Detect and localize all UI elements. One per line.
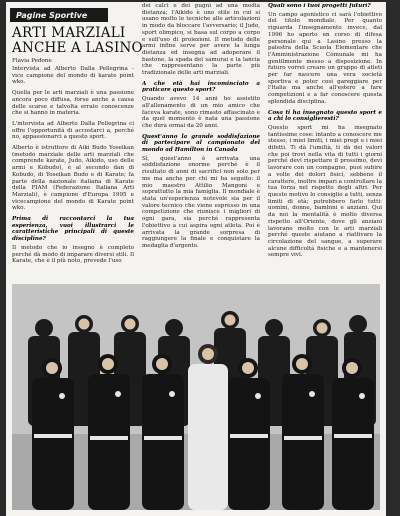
paragraph: Quella per le arti marziali è una passione ancora poco diffusa, forse anche a causa delle scarse e talvolta errate conoscenze che si hanno in materia. [12, 90, 134, 117]
article-author: Flavia Pedone [12, 58, 52, 64]
interview-question: Quest'anno la grande soddisfazione di partecipare al campionato del mondo ad Hamilton in Canada [142, 133, 260, 154]
magazine-page [6, 2, 386, 516]
section-header: Pagine Sportive [10, 8, 108, 22]
interview-answer: Sì, quest'anno è arrivata una soddisfazione enorme perché è il risultato di anni di sacrifici non solo per me ma anche per chi mi ha seguito: il mio maestro Attilio Mangoni e soprattutto la mia famiglia. Il mondiale è stata un'esperienza notevole sia per il valore tecnico che viene espresso in una competizione che riunisce i migliori di ogni gara, sia perché rappresenta l'obiettivo a cui aspira ogni atleta. Poi è arrivata la grande sorpresa di raggiungere la finale e conquistare la medaglia d'argento. [142, 155, 260, 249]
article-title [12, 25, 143, 56]
intro-paragraph: Intervista ad Alberto Dalla Pellegrina - vice campione del mondo di karate point wko. [12, 66, 134, 86]
text-column-3 [268, 3, 382, 303]
paragraph: L'intervista ad Alberto Dalla Pellegrina ci offre l'opportunità di accostarci a, perché no, appassionarci a questo sport. [12, 120, 134, 141]
text-column-2 [142, 3, 260, 303]
interview-question: Cosa ti ha insegnato questo sport e a chi lo consiglieresti? [268, 109, 382, 123]
interview-question: Prima di raccontarci la tua esperienza, vuoi illustrarci le caratteristiche principali di queste discipline? [12, 216, 134, 243]
paragraph: dei calci e dei pugni ad una media distanza; l'Aikido è uno stile in cui si usano molto le tecniche alle articolazioni in modo da bloccare l'avversario; il Judo, sport olimpico, si basa sul corpo a corpo e sull'uso di proiezioni. Il metodo delle armi infine serve per avere la lunga distanza ed insegna ad adoperare il bastone, la spada del samurai e la lancia che rappresentano la parte più tradizionale delle arti marziali. [142, 3, 260, 77]
interview-answer: Un campo agonistico ci sarà l'obiettivo del titolo mondiale. Per quanto riguarda l'insegnamento invece, dal 1996 ho aperto un corso di difesa personale qui a Lasino presso la palestra della Scuola Elementare che l'Amministrazione Comunale mi ha gentilmente messo a disposizione. In futuro vorrei creare un gruppo di atleti per far nascere una vera società sportiva e poter così gareggiare per l'Italia ma anche all'estero a fare competizioni e a far conoscere questa splendida disciplina. [268, 11, 382, 105]
title-line-1: ARTI MARZIALI [12, 25, 126, 41]
group-photo-illustration [12, 284, 380, 510]
title-line-2: ANCHE A LASINO [12, 40, 143, 56]
interview-question: A che età hai incominciato a praticare questo sport? [142, 80, 260, 94]
paragraph: Alberto è istruttore di Aiki Budo Yoseikan (metodo marziale delle arti marziali che comprende karate, Judo, Aikido, uso delle armi e Kobudo), è al secondo dan di Kobudo, di Yoseikan Budo e di Karate; fa parte della nazionale italiana di Karate della FIAM (Federazione Italiana Arti Marziali), è campione d'Europa 1995 e vicecampione del mondo di Karate point wko. [12, 145, 134, 212]
interview-answer: Quando avevo 14 anni ho assistito all'allenamento di un mio amico che faceva karate, sono rimasto affascinato e da quel momento è nata una passione che dura ormai da 20 anni. [142, 96, 260, 129]
interview-answer: Il metodo che io insegno è completo perché dà modo di imparare diversi stili. Il Karate, che è il più noto, prevede l'uso [12, 244, 134, 265]
text-column-1 [12, 66, 134, 277]
interview-question: Quali sono i tuoi progetti futuri? [268, 3, 371, 9]
interview-answer: Questo sport mi ha insegnato tantissime cose: intanto a conoscere me stesso, i miei limiti, i miei pregi e i miei difetti. Ti dà l'umiltà, ti dà dei valori che poi trovi nella vita di tutti i giorni perché devi rispettare il prossimo, devi lavorare con un compagno, puoi subire a volte dei dolori fisici, sebbene il carattere, inoltre impari a controllare la tua forza nel rispetto degli altri. Per questo motivo lo consiglio a tutti, senza limiti di età; potrebbero farlo tutti: uomini, donne, bambini e anziani. Qui da noi la mentalità è molto diversa rispetto all'Oriente, dove gli anziani lavorano molto con le arti marziali perché queste aiutano a riattivare la circolazione del sangue, a superare alcune difficoltà fisiche e a mantenersi sempre vivi. [268, 124, 382, 259]
group-photo [12, 284, 380, 510]
